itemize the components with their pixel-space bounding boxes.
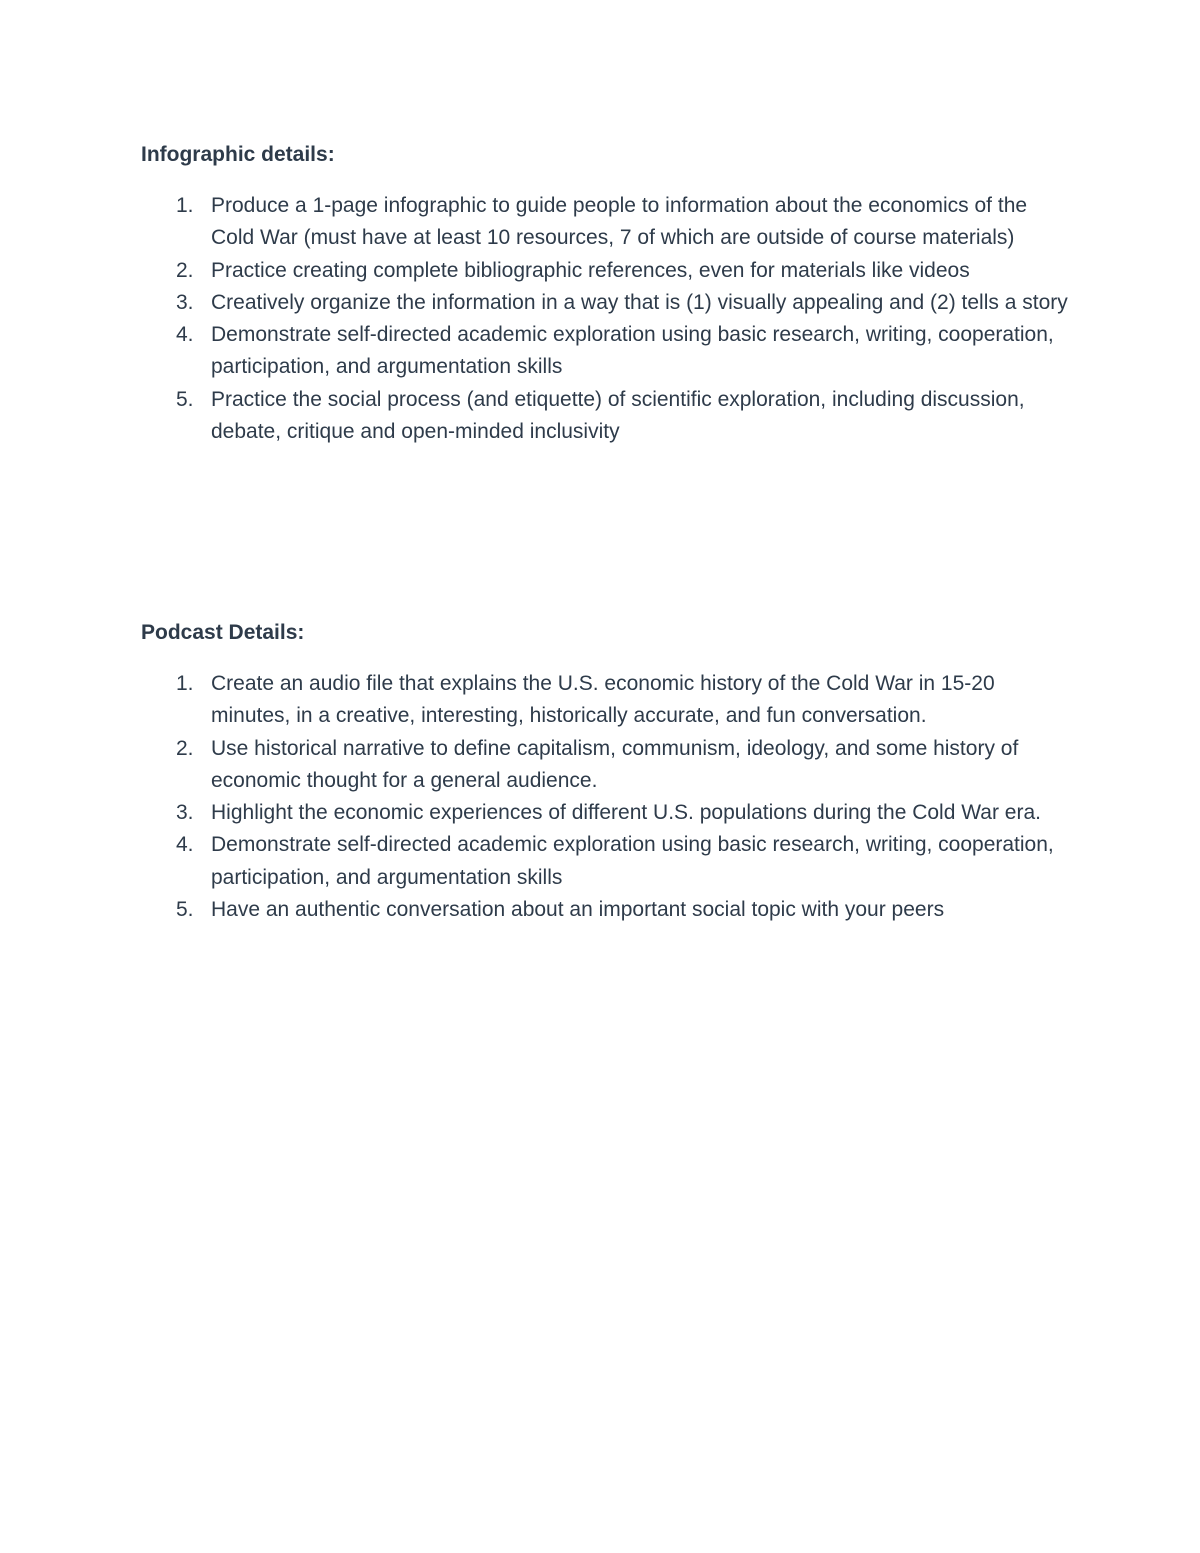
list-item-text: Have an authentic conversation about an important social topic with your peers — [211, 898, 945, 922]
list-item — [141, 894, 1071, 926]
list-item — [141, 287, 1071, 319]
list-item-number: 3. — [176, 801, 194, 825]
list-item-number: 3. — [176, 290, 194, 314]
list-item-text: Demonstrate self-directed academic exploration using basic research, writing, cooperation, participation, and argumentation skills — [211, 323, 1054, 379]
list-item-text: Demonstrate self-directed academic exploration using basic research, writing, cooperation, participation, and argumentation skills — [211, 833, 1054, 889]
list-item-text: Produce a 1-page infographic to guide people to information about the economics of the Cold War (must have at least 10 resources, 7 of which are outside of course materials) — [211, 194, 1028, 250]
list-item-text: Create an audio file that explains the U.S. economic history of the Cold War in 15-20 minutes, in a creative, interesting, historically accurate, and fun conversation. — [211, 672, 995, 728]
list-item — [141, 384, 1071, 449]
list-item — [141, 319, 1071, 384]
infographic-list — [141, 190, 1071, 448]
list-item — [141, 190, 1071, 255]
infographic-section — [141, 140, 1071, 448]
list-item-number: 2. — [176, 736, 194, 760]
list-item-number: 1. — [176, 194, 194, 217]
podcast-list — [141, 668, 1071, 926]
list-item-text: Use historical narrative to define capitalism, communism, ideology, and some history of economic thought for a general audience. — [211, 736, 1019, 792]
list-item-number: 4. — [176, 323, 194, 347]
list-item — [141, 797, 1071, 829]
infographic-heading: Infographic details: — [141, 143, 335, 166]
list-item-text: Creatively organize the information in a way that is (1) visually appealing and (2) tells a story — [211, 290, 1068, 314]
list-item-number: 5. — [176, 387, 194, 411]
list-item-text: Practice creating complete bibliographic references, even for materials like videos — [211, 258, 970, 282]
list-item — [141, 668, 1071, 733]
list-item-text: Highlight the economic experiences of different U.S. populations during the Cold War era. — [211, 801, 1041, 825]
podcast-section — [141, 618, 1071, 926]
podcast-heading: Podcast Details: — [141, 621, 305, 644]
list-item-text: Practice the social process (and etiquette) of scientific exploration, including discussion, debate, critique and open-minded inclusivity — [211, 387, 1025, 444]
list-item — [141, 829, 1071, 894]
list-item — [141, 733, 1071, 798]
list-item-number: 5. — [176, 898, 194, 922]
list-item-number: 2. — [176, 258, 194, 282]
list-item — [141, 255, 1071, 287]
list-item-number: 1. — [176, 672, 194, 695]
list-item-number: 4. — [176, 833, 194, 857]
